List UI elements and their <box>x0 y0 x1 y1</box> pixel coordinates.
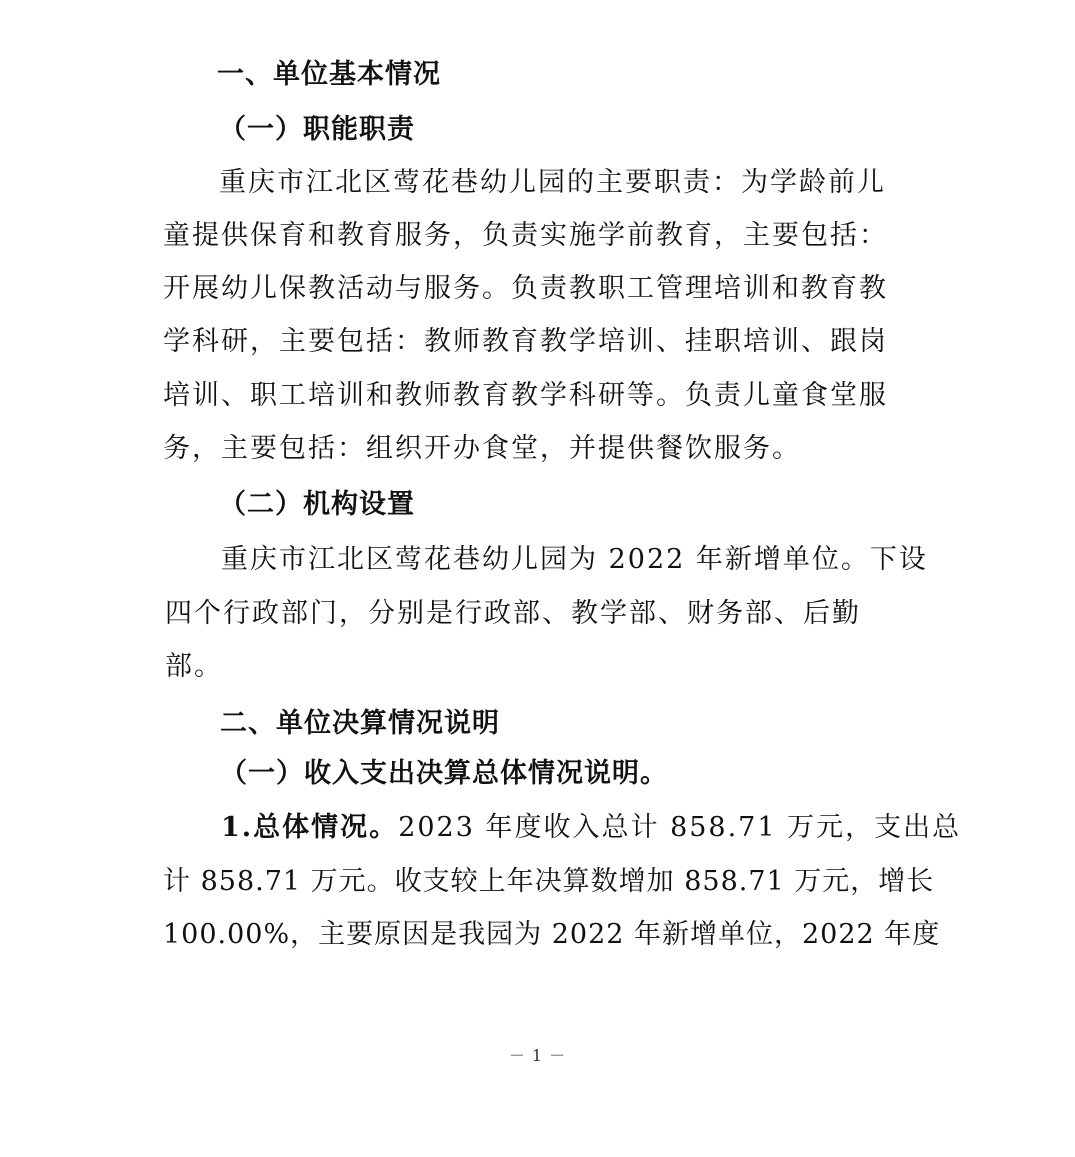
page-number: － 1 － <box>508 1046 567 1065</box>
paragraph-line: 计 858.71 万元。收支较上年决算数增加 858.71 万元，增长 <box>163 866 935 897</box>
paragraph-line: 培训、职工培训和教师教育教学科研等。负责儿童食堂服 <box>163 380 888 411</box>
paragraph-line: 务，主要包括：组织开办食堂，并提供餐饮服务。 <box>163 433 801 464</box>
subsection-heading-functions: （一）职能职责 <box>219 114 415 145</box>
paragraph-line: 童提供保育和教育服务，负责实施学前教育，主要包括： <box>163 220 888 251</box>
paragraph-line: 100.00%，主要原因是我园为 2022 年新增单位，2022 年度 <box>163 919 941 950</box>
paragraph-line: 学科研，主要包括：教师教育教学培训、挂职培训、跟岗 <box>163 326 888 357</box>
section-heading-basic-info: 一、单位基本情况 <box>217 59 441 90</box>
section-heading-final-accounts: 二、单位决算情况说明 <box>220 708 500 739</box>
paragraph-line: 重庆市江北区莺花巷幼儿园的主要职责：为学龄前儿 <box>219 167 886 198</box>
paragraph-line: 部。 <box>165 651 223 682</box>
overall-lead: 1.总体情况。 <box>221 812 399 843</box>
subsection-heading-organization: （二）机构设置 <box>219 489 415 520</box>
paragraph-line: 开展幼儿保教活动与服务。负责教职工管理培训和教育教 <box>163 273 888 304</box>
paragraph-line: 重庆市江北区莺花巷幼儿园为 2022 年新增单位。下设 <box>221 544 928 575</box>
paragraph-line-overall <box>221 811 961 845</box>
paragraph-line: 四个行政部门，分别是行政部、教学部、财务部、后勤 <box>165 598 861 629</box>
overall-text: 2023 年度收入总计 858.71 万元，支出总 <box>398 812 962 843</box>
subsection-heading-income-expenditure: （一）收入支出决算总体情况说明。 <box>220 758 668 789</box>
